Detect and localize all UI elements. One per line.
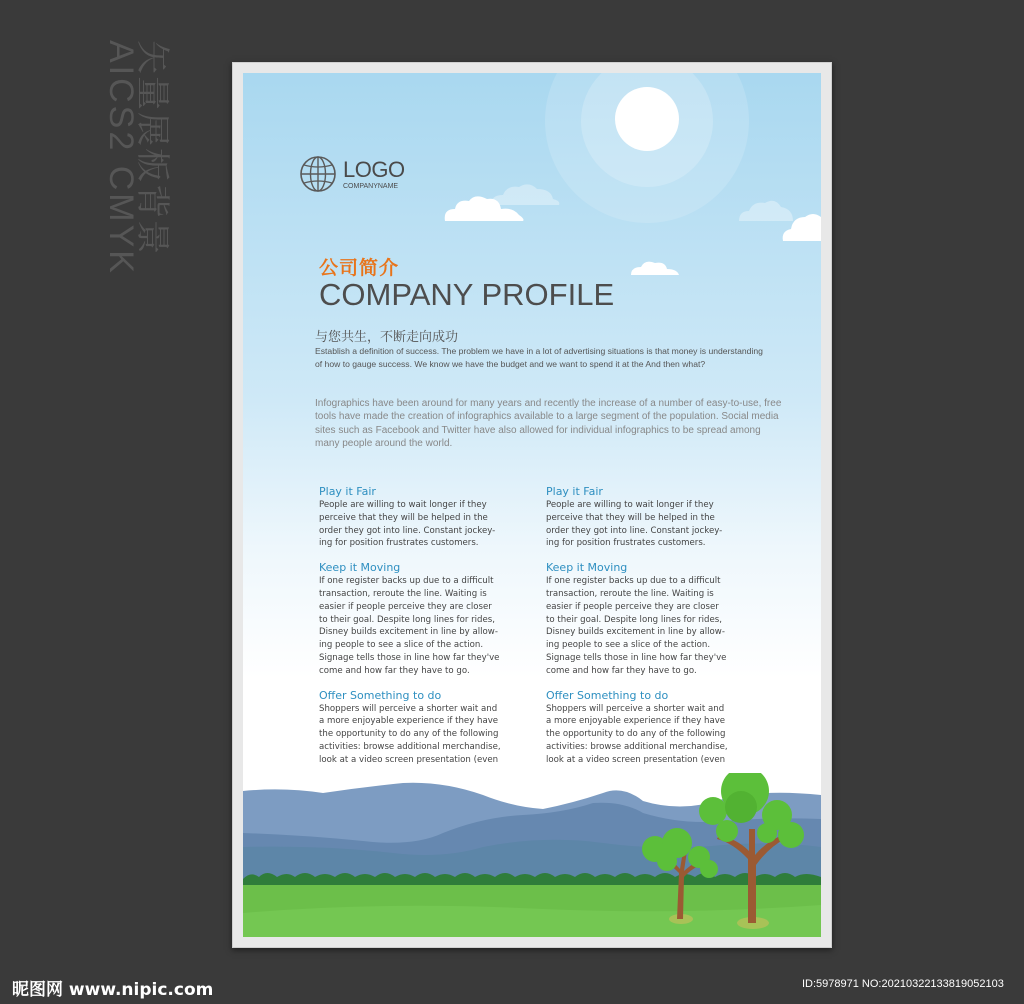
left-column	[319, 485, 529, 778]
section-keep-it-moving	[319, 561, 529, 677]
side-vertical-label	[52, 40, 172, 280]
right-column	[546, 485, 756, 778]
section-body: People are willing to wait longer if they perceive that they will be helped in the order they got into line. Constant jockey- ing for position frustrates customers.	[546, 500, 723, 549]
logo-company-name: COMPANYNAME	[343, 183, 399, 190]
section-body: If one register backs up due to a difficult transaction, reroute the line. Waiting is easier if people perceive they are closer to their goal. Despite long lines for rides, Disney builds excitement in line by allow- ing people to see a slice of the action. Signage tells those in line how far they've come and how far they have to go.	[546, 576, 727, 676]
section-body: If one register backs up due to a difficult transaction, reroute the line. Waiting is easier if people perceive they are closer to their goal. Despite long lines for rides, Disney builds excitement in line by allow- ing people to see a slice of the action. Signage tells those in line how far they've come and how far they have to go.	[319, 576, 500, 676]
logo	[299, 155, 439, 195]
section-offer-something	[546, 689, 756, 767]
cloud	[737, 197, 797, 223]
image-id-watermark: ID:5978971 NO:20210322133819052103	[802, 978, 1004, 990]
section-title: Offer Something to do	[546, 688, 669, 702]
slogan: 与您共生，不断走向成功	[315, 330, 459, 345]
section-title: Offer Something to do	[319, 688, 442, 702]
side-label-chinese: 矢量展板背景	[132, 40, 172, 256]
section-body: People are willing to wait longer if they perceive that they will be helped in the order they got into line. Constant jockey- ing for position frustrates customers.	[319, 500, 496, 549]
poster-frame	[232, 62, 832, 948]
site-watermark: 昵图网 www.nipic.com	[12, 980, 214, 1000]
logo-text: LOGO	[343, 157, 405, 182]
infographics-paragraph: Infographics have been around for many years and recently the increase of a number of easy-to-use, free tools have made the creation of infographics available to a large segment of the population. Social media sites such as Facebook and Twitter have also allowed for individual infographics to be spread among many people around the world.	[315, 398, 782, 449]
side-label-english: AICS2 CMYK	[102, 40, 140, 276]
section-play-it-fair	[319, 485, 529, 550]
page-title: COMPANY PROFILE	[319, 277, 615, 312]
title-chinese: 公司简介	[319, 257, 400, 279]
section-title: Keep it Moving	[546, 561, 628, 575]
section-title: Play it Fair	[319, 485, 376, 498]
poster	[243, 73, 821, 937]
section-offer-something	[319, 689, 529, 767]
section-body: Shoppers will perceive a shorter wait and a more enjoyable experience if they have the opportunity to do any of the following activities: browse additional merchandise, look at a video screen presentation (even	[546, 703, 728, 765]
section-title: Play it Fair	[546, 485, 603, 498]
sun	[615, 87, 679, 151]
cloud	[629, 259, 681, 277]
globe-icon	[299, 155, 337, 193]
section-body: Shoppers will perceive a shorter wait and a more enjoyable experience if they have the opportunity to do any of the following activities: browse additional merchandise, look at a video screen presentation (even	[319, 703, 501, 765]
section-title: Keep it Moving	[319, 561, 401, 575]
section-play-it-fair	[546, 485, 756, 550]
section-keep-it-moving	[546, 561, 756, 677]
cloud	[487, 181, 563, 207]
intro-paragraph: Establish a definition of success. The problem we have in a lot of advertising situations is that money is understanding of how to gauge success. We know we have the budget and we want to spend it at the And then what?	[315, 346, 763, 369]
landscape-illustration	[243, 773, 821, 937]
